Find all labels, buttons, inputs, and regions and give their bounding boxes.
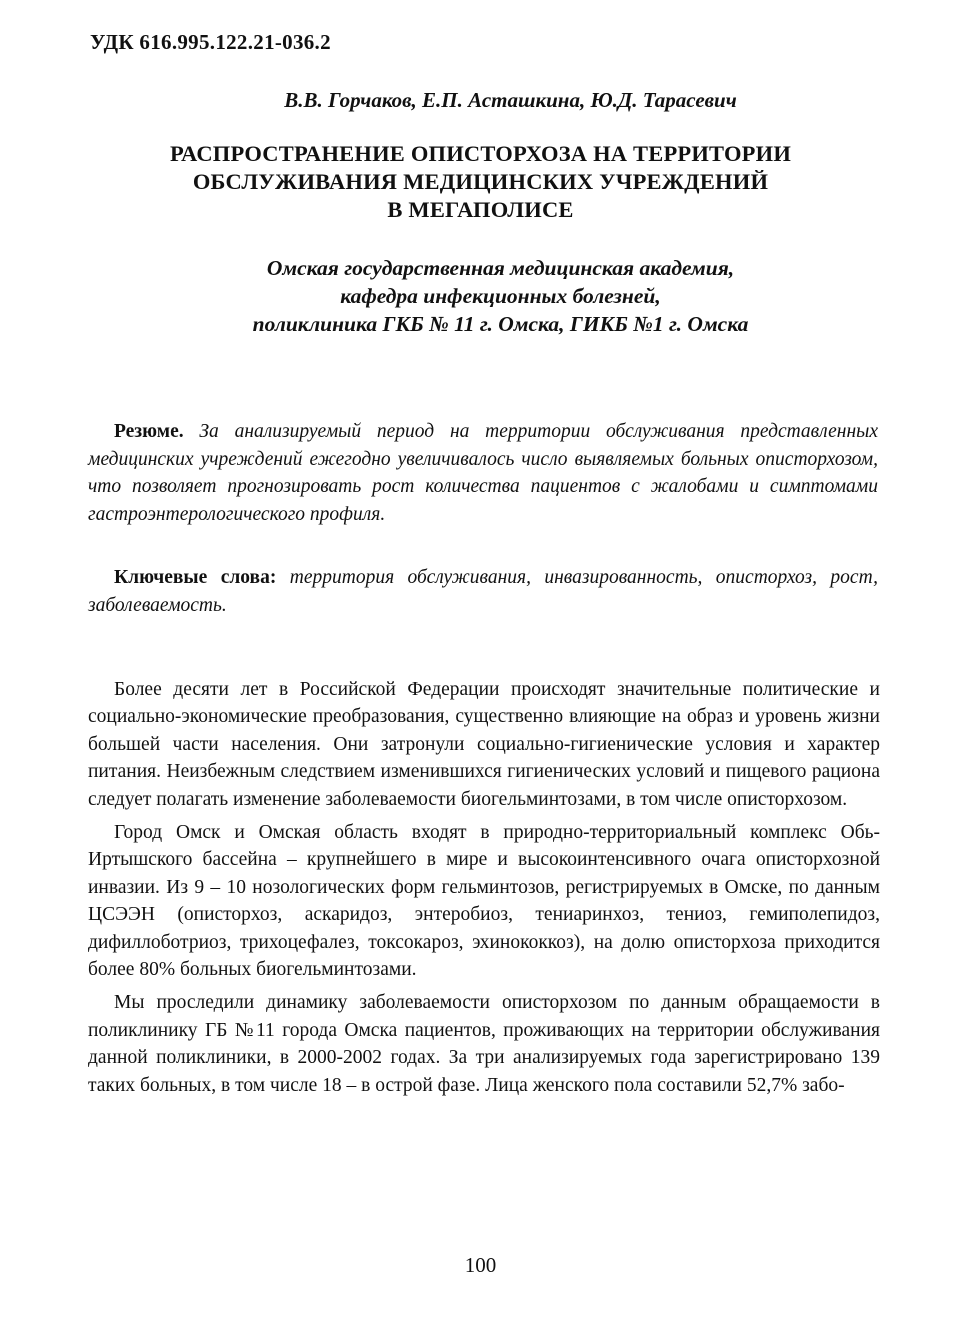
body-paragraph: Более десяти лет в Российской Федерации происходят значительные политические и социально-экономические преобразования, существенно влияющие на образ и уровень жизни большей части населения. Они затронули социально-гигиенические условия и характер питания. Неизбежным следствием изменившихся гигиенических условий и пищевого рациона следует полагать изменение заболеваемости биогельминтозами, в том числе описторхозом. <box>88 679 880 810</box>
body-paragraph: Город Омск и Омская область входят в природно-территориальный комплекс Обь-Иртышского бассейна – крупнейшего в мире и высокоинтенсивного очага описторхозной инвазии. Из 9 – 10 нозологических форм гельминтозов, регистрируемых в Омске, по данным ЦСЭЭН (описторхоз, аскаридоз, энтеробиоз, тениаринхоз, тениоз, гемиполепидоз, дифиллоботриоз, трихоцефалез, токсокароз, эхинококкоз), на долю описторхоза приходится более 80% больных биогельминтозами. <box>88 822 880 981</box>
affiliation <box>150 254 811 338</box>
affiliation-line: кафедра инфекционных болезней, <box>340 284 661 308</box>
abstract <box>88 418 878 528</box>
abstract-text: За анализируемый период на территории обслуживания представленных медицинских учреждений ежегодно увеличивалось число выявляемых больных описторхозом, что позволяет прогнозировать рост количества пациентов с жалобами и симптомами гастроэнтерологического профиля. <box>88 421 878 525</box>
article-title <box>90 140 871 224</box>
body-text <box>88 676 880 1105</box>
title-line: В МЕГАПОЛИСЕ <box>387 197 574 222</box>
title-line: ОБСЛУЖИВАНИЯ МЕДИЦИНСКИХ УЧРЕЖДЕНИЙ <box>192 169 769 194</box>
body-paragraph: Мы проследили динамику заболеваемости описторхозом по данным обращаемости в поликлинику ГБ №11 города Омска пациентов, проживающих на территории обслуживания данной поликлиники, в 2000-2002 годах. За три анализируемых года зарегистрировано 139 таких больных, в том числе 18 – в острой фазе. Лица женского пола составили 52,7% забо- <box>88 992 880 1096</box>
affiliation-line: Омская государственная медицинская академия, <box>266 256 735 280</box>
abstract-label: Резюме. <box>114 421 184 442</box>
title-line: РАСПРОСТРАНЕНИЕ ОПИСТОРХОЗА НА ТЕРРИТОРИИ <box>169 141 792 166</box>
udk-code: УДК 616.995.122.21-036.2 <box>90 30 331 54</box>
keywords <box>88 564 878 619</box>
affiliation-line: поликлиника ГКБ № 11 г. Омска, ГИКБ №1 г. Омска <box>252 312 749 336</box>
keywords-text: территория обслуживания, инвазированность, описторхоз, рост, заболеваемость. <box>88 567 879 616</box>
authors: В.В. Горчаков, Е.П. Асташкина, Ю.Д. Тарасевич <box>284 88 737 112</box>
page-number: 100 <box>464 1253 497 1277</box>
keywords-label: Ключевые слова: <box>114 567 277 588</box>
